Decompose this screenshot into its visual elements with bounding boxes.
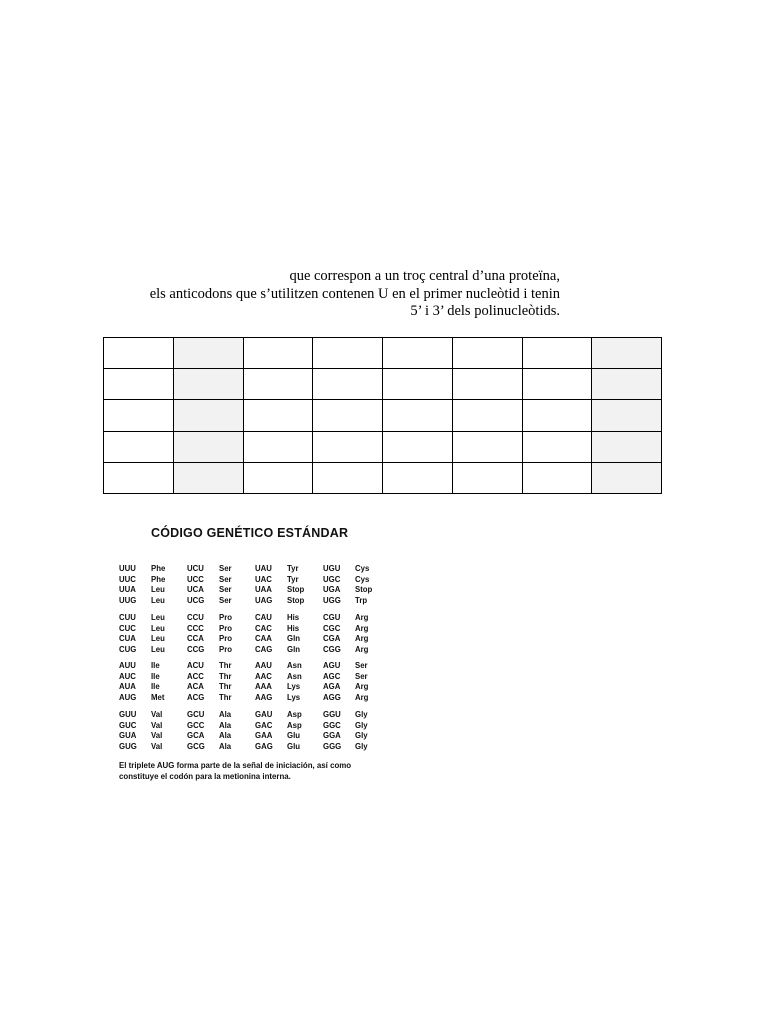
codon: AUA	[119, 682, 136, 691]
amino-acid: Gln	[287, 644, 300, 654]
codon-block	[119, 710, 391, 752]
blank-table-cell	[243, 338, 313, 369]
genetic-code-note	[119, 761, 351, 782]
codon-row	[119, 564, 391, 575]
amino-acid: Pro	[219, 623, 232, 633]
codon: AAC	[255, 671, 272, 681]
codon: AAA	[255, 682, 272, 691]
codon: CAG	[255, 644, 273, 654]
codon-row	[119, 575, 391, 586]
codon: CGA	[323, 634, 341, 643]
amino-acid: Arg	[355, 682, 369, 691]
amino-acid: Asn	[287, 671, 302, 681]
amino-acid: Val	[151, 741, 163, 751]
amino-acid: Gly	[355, 710, 368, 719]
codon: GCG	[187, 741, 205, 751]
genetic-code-title: CÓDIGO GENÉTICO ESTÁNDAR	[151, 526, 349, 540]
codon: GCC	[187, 720, 205, 730]
codon-row	[119, 661, 391, 672]
blank-table-cell	[592, 400, 662, 431]
blank-table-row	[104, 369, 662, 400]
codon: GGA	[323, 731, 341, 740]
codon: UAG	[255, 595, 273, 605]
amino-acid: Stop	[287, 585, 305, 594]
amino-acid: Ile	[151, 661, 160, 670]
codon: CUC	[119, 623, 136, 633]
codon: AAU	[255, 661, 272, 670]
amino-acid: Thr	[219, 682, 232, 691]
codon: UUC	[119, 574, 136, 584]
amino-acid: Lys	[287, 692, 301, 702]
codon: GUC	[119, 720, 137, 730]
codon: ACU	[187, 661, 204, 670]
amino-acid: Phe	[151, 564, 166, 573]
amino-acid: Glu	[287, 741, 300, 751]
codon: GAC	[255, 720, 273, 730]
codon: UCU	[187, 564, 204, 573]
blank-table-cell	[522, 462, 592, 493]
codon: ACC	[187, 671, 204, 681]
amino-acid: Thr	[219, 692, 232, 702]
codon-row	[119, 672, 391, 683]
blank-table-cell	[313, 462, 383, 493]
codon: CUA	[119, 634, 136, 643]
amino-acid: Tyr	[287, 574, 299, 584]
codon: CUU	[119, 613, 136, 622]
blank-table-cell	[173, 400, 243, 431]
genetic-code-panel	[108, 518, 398, 798]
codon-block	[119, 661, 391, 703]
amino-acid: Ser	[219, 574, 232, 584]
amino-acid: Leu	[151, 585, 165, 594]
amino-acid: Pro	[219, 634, 232, 643]
amino-acid: Trp	[355, 595, 368, 605]
blank-table-cell	[104, 431, 174, 462]
codon-row	[119, 682, 391, 693]
codon: AUG	[119, 692, 137, 702]
blank-table-cell	[173, 462, 243, 493]
blank-table-cell	[592, 338, 662, 369]
blank-table-cell	[104, 369, 174, 400]
codon: UAA	[255, 585, 272, 594]
blank-table-cell	[592, 462, 662, 493]
amino-acid: Ile	[151, 671, 160, 681]
blank-table-cell	[243, 400, 313, 431]
blank-table-cell	[173, 369, 243, 400]
codon: GGG	[323, 741, 342, 751]
amino-acid: Ile	[151, 682, 160, 691]
codon: AGA	[323, 682, 341, 691]
note-line-2: constituye el codón para la metionina interna.	[119, 771, 291, 781]
codon: ACG	[187, 692, 205, 702]
amino-acid: Arg	[355, 692, 369, 702]
amino-acid: Thr	[219, 661, 232, 670]
blank-table-cell	[313, 431, 383, 462]
blank-table-cell	[592, 369, 662, 400]
blank-table-cell	[383, 462, 453, 493]
amino-acid: His	[287, 623, 300, 633]
codon-row	[119, 721, 391, 732]
codon: CCC	[187, 623, 204, 633]
codon-row	[119, 634, 391, 645]
codon-block	[119, 613, 391, 655]
blank-table-cell	[522, 400, 592, 431]
codon-row	[119, 742, 391, 753]
blank-table-cell	[522, 431, 592, 462]
codon: AUU	[119, 661, 136, 670]
codon: AUC	[119, 671, 136, 681]
amino-acid: Gly	[355, 741, 368, 751]
amino-acid: Ser	[355, 661, 368, 670]
blank-table-cell	[243, 462, 313, 493]
codon-row	[119, 693, 391, 704]
blank-table-row	[104, 431, 662, 462]
blank-table-row	[104, 400, 662, 431]
intro-line-3: 5’ i 3’ dels polinucleòtids.	[410, 303, 560, 319]
codon: UUU	[119, 564, 136, 573]
amino-acid: Asp	[287, 720, 302, 730]
blank-table-cell	[313, 338, 383, 369]
intro-line-2: els anticodons que s’utilitzen contenen U en el primer nucleòtid i tenin	[149, 286, 560, 302]
amino-acid: Leu	[151, 595, 165, 605]
codon: UGU	[323, 564, 341, 573]
codon: GUG	[119, 741, 137, 751]
blank-table-row	[104, 338, 662, 369]
blank-table-cell	[313, 400, 383, 431]
codon: GAU	[255, 710, 273, 719]
amino-acid: Val	[151, 710, 163, 719]
amino-acid: His	[287, 613, 300, 622]
codon: CAU	[255, 613, 272, 622]
blank-table-cell	[173, 338, 243, 369]
amino-acid: Arg	[355, 613, 369, 622]
blank-table-cell	[452, 400, 522, 431]
codon: UCA	[187, 585, 204, 594]
codon: UGG	[323, 595, 341, 605]
blank-table-cell	[522, 369, 592, 400]
codon: AAG	[255, 692, 273, 702]
intro-line-1: que correspon a un troç central d’una proteïna,	[289, 268, 560, 284]
codon-row	[119, 596, 391, 607]
amino-acid: Gly	[355, 731, 368, 740]
codon-row	[119, 613, 391, 624]
amino-acid: Ser	[355, 671, 368, 681]
blank-table-cell	[452, 431, 522, 462]
amino-acid: Pro	[219, 644, 232, 654]
amino-acid: Val	[151, 731, 163, 740]
amino-acid: Ala	[219, 741, 232, 751]
codon-row	[119, 645, 391, 656]
blank-table-cell	[104, 338, 174, 369]
amino-acid: Glu	[287, 731, 300, 740]
blank-table-cell	[383, 400, 453, 431]
codon: CAC	[255, 623, 272, 633]
blank-table-row	[104, 462, 662, 493]
amino-acid: Cys	[355, 564, 370, 573]
blank-table-cell	[173, 431, 243, 462]
amino-acid: Leu	[151, 634, 165, 643]
amino-acid: Cys	[355, 574, 370, 584]
blank-table-cell	[383, 338, 453, 369]
amino-acid: Arg	[355, 623, 369, 633]
amino-acid: Lys	[287, 682, 301, 691]
codon-row	[119, 624, 391, 635]
amino-acid: Thr	[219, 671, 232, 681]
codon-row	[119, 731, 391, 742]
codon: CCA	[187, 634, 204, 643]
codon: GCU	[187, 710, 205, 719]
blank-table-cell	[313, 369, 383, 400]
codon: GUU	[119, 710, 137, 719]
amino-acid: Phe	[151, 574, 166, 584]
amino-acid: Asp	[287, 710, 302, 719]
blank-table-cell	[522, 338, 592, 369]
amino-acid: Gly	[355, 720, 368, 730]
amino-acid: Gln	[287, 634, 300, 643]
codon: UAC	[255, 574, 272, 584]
blank-table-cell	[452, 338, 522, 369]
codon: UAU	[255, 564, 272, 573]
codon: CUG	[119, 644, 137, 654]
codon: CGU	[323, 613, 341, 622]
codon: CGG	[323, 644, 341, 654]
amino-acid: Arg	[355, 644, 369, 654]
codon: UGA	[323, 585, 341, 594]
blank-table-cell	[243, 431, 313, 462]
codon: UUA	[119, 585, 136, 594]
codon-row	[119, 710, 391, 721]
blank-table-cell	[452, 369, 522, 400]
blank-answer-table	[103, 337, 662, 494]
amino-acid: Leu	[151, 644, 165, 654]
amino-acid: Leu	[151, 613, 165, 622]
blank-table-cell	[104, 462, 174, 493]
codon: GCA	[187, 731, 205, 740]
amino-acid: Ser	[219, 585, 232, 594]
codon: AGG	[323, 692, 341, 702]
codon: UCC	[187, 574, 204, 584]
codon: CCU	[187, 613, 204, 622]
amino-acid: Tyr	[287, 564, 299, 573]
amino-acid: Pro	[219, 613, 232, 622]
amino-acid: Ala	[219, 710, 232, 719]
codon: GAG	[255, 741, 273, 751]
codon: GGU	[323, 710, 341, 719]
amino-acid: Arg	[355, 634, 369, 643]
codon: CAA	[255, 634, 272, 643]
amino-acid: Leu	[151, 623, 165, 633]
codon: GGC	[323, 720, 341, 730]
amino-acid: Ser	[219, 564, 232, 573]
amino-acid: Asn	[287, 661, 302, 670]
codon: CCG	[187, 644, 205, 654]
codon: GUA	[119, 731, 137, 740]
codon: UUG	[119, 595, 137, 605]
codon: AGU	[323, 661, 341, 670]
amino-acid: Ala	[219, 731, 232, 740]
blank-table-cell	[383, 431, 453, 462]
codon: UCG	[187, 595, 205, 605]
codon-block	[119, 564, 391, 606]
codon: ACA	[187, 682, 204, 691]
blank-table-cell	[592, 431, 662, 462]
blank-table-cell	[104, 400, 174, 431]
codon: UGC	[323, 574, 341, 584]
amino-acid: Stop	[287, 595, 305, 605]
codon: GAA	[255, 731, 273, 740]
amino-acid: Val	[151, 720, 163, 730]
amino-acid: Stop	[355, 585, 373, 594]
amino-acid: Met	[151, 692, 165, 702]
blank-table-cell	[452, 462, 522, 493]
blank-table-cell	[383, 369, 453, 400]
codon-row	[119, 585, 391, 596]
blank-table-cell	[243, 369, 313, 400]
codon: CGC	[323, 623, 341, 633]
note-line-1: El triplete AUG forma parte de la señal de iniciación, así como	[119, 761, 352, 770]
amino-acid: Ala	[219, 720, 232, 730]
amino-acid: Ser	[219, 595, 232, 605]
codon: AGC	[323, 671, 341, 681]
